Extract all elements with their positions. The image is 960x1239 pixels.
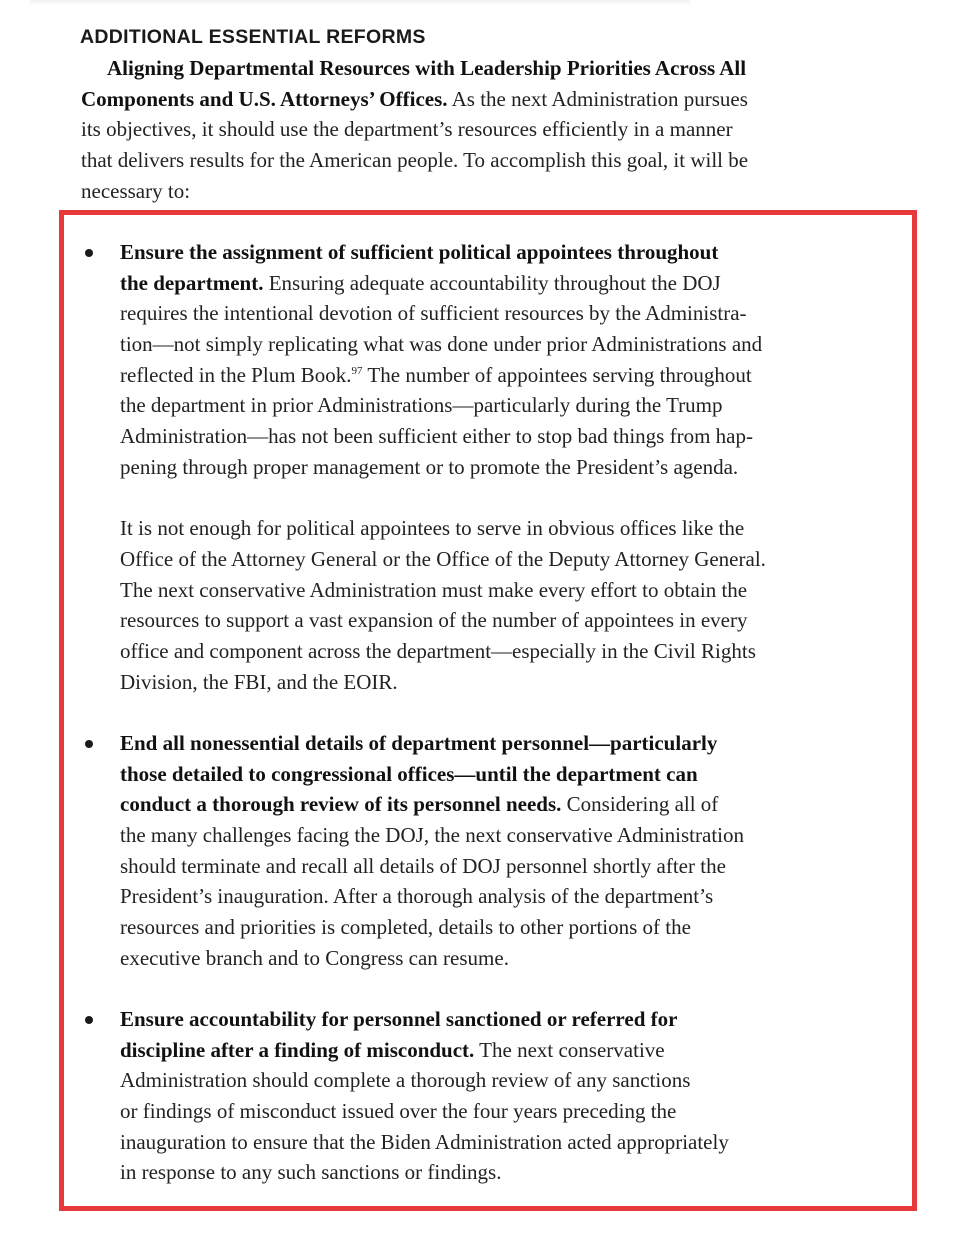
text-line — [120, 1035, 729, 1066]
body-text: Ensuring adequate accountability throughout the DOJ — [263, 270, 721, 295]
body-text: Administration—has not been sufficient either to stop bad things from hap- — [120, 424, 753, 449]
body-text: Office of the Attorney General or the Office of the Deputy Attorney General. — [120, 546, 766, 571]
text-line — [120, 1004, 729, 1035]
body-text: The next conservative — [474, 1037, 665, 1062]
bullet-paragraph — [120, 728, 744, 974]
bold-lead-text: those detailed to congressional offices—until the department can — [120, 761, 698, 786]
body-text: Considering all of — [561, 792, 719, 817]
text-line — [120, 1127, 729, 1158]
bullet-paragraph — [120, 513, 766, 697]
text-line — [120, 1096, 729, 1127]
bold-lead-text: Ensure accountability for personnel sanctioned or referred for — [120, 1007, 678, 1031]
text-line — [120, 237, 766, 268]
body-text: President’s inauguration. After a thorough analysis of the department’s — [120, 884, 714, 909]
text-line — [120, 728, 744, 759]
text-line — [81, 53, 748, 84]
body-text: Administration should complete a thorough review of any sanctions — [120, 1068, 691, 1093]
bullet-dot-icon — [85, 1016, 93, 1024]
highlight-box — [59, 210, 917, 1211]
text-line — [120, 912, 744, 943]
text-line — [120, 513, 766, 544]
bullet-dot-icon — [85, 249, 93, 257]
text-line — [120, 636, 766, 667]
body-text: The next conservative Administration must make every effort to obtain the — [120, 577, 748, 602]
text-line — [120, 329, 766, 360]
text-line — [120, 298, 766, 329]
bullet-text — [120, 237, 766, 697]
text-line — [120, 1065, 729, 1096]
bold-lead-text: the department. — [120, 270, 264, 295]
text-line — [120, 421, 766, 452]
body-text: requires the intentional devotion of sufficient resources by the Administra- — [120, 301, 747, 326]
body-text: As the next Administration pursues — [447, 86, 748, 111]
bold-lead-text: conduct a thorough review of its personnel needs. — [120, 792, 562, 817]
bold-lead-text: Aligning Departmental Resources with Leadership Priorities Across All — [107, 56, 747, 80]
body-text: or findings of misconduct issued over the four years preceding the — [120, 1099, 677, 1124]
bold-lead-text: Ensure the assignment of sufficient political appointees throughout — [120, 240, 719, 264]
body-text: inauguration to ensure that the Biden Administration acted appropriately — [120, 1129, 729, 1154]
bullet-paragraph — [120, 237, 766, 483]
body-text: It is not enough for political appointees to serve in obvious offices like the — [120, 516, 745, 541]
text-line — [120, 452, 766, 483]
bold-lead-text: discipline after a finding of misconduct. — [120, 1037, 475, 1062]
body-text: necessary to: — [81, 178, 191, 203]
body-text: executive branch and to Congress can resume. — [120, 945, 509, 970]
body-text: The number of appointees serving throughout — [362, 362, 752, 387]
body-text: office and component across the department—especially in the Civil Rights — [120, 638, 756, 663]
body-text: in response to any such sanctions or findings. — [120, 1160, 502, 1185]
top-edge-shadow — [30, 0, 690, 5]
bullet-text — [120, 728, 744, 974]
body-text: that delivers results for the American people. To accomplish this goal, it will be — [81, 148, 749, 173]
text-line — [120, 820, 744, 851]
bullet-dot-icon — [85, 740, 93, 748]
section-heading: ADDITIONAL ESSENTIAL REFORMS — [80, 26, 426, 48]
body-text: pening through proper management or to promote the President’s agenda. — [120, 454, 739, 479]
bold-lead-text: End all nonessential details of department personnel—particularly — [120, 731, 718, 755]
body-text: resources and priorities is completed, details to other portions of the — [120, 915, 691, 940]
text-line — [120, 390, 766, 421]
text-line — [120, 268, 766, 299]
text-line — [81, 176, 748, 207]
text-line — [120, 605, 766, 636]
body-text: the department in prior Administrations—particularly during the Trump — [120, 393, 723, 418]
text-line — [120, 759, 744, 790]
text-line — [120, 943, 744, 974]
text-line — [120, 851, 744, 882]
body-text: the many challenges facing the DOJ, the next conservative Administration — [120, 823, 744, 848]
text-line — [120, 360, 766, 391]
paragraph-gap — [120, 483, 766, 514]
body-text: reflected in the Plum Book. — [120, 362, 352, 387]
body-text: Division, the FBI, and the EOIR. — [120, 669, 398, 694]
text-line — [120, 789, 744, 820]
text-line — [81, 84, 748, 115]
text-line — [120, 544, 766, 575]
footnote-ref[interactable]: 97 — [351, 364, 363, 377]
text-line — [120, 1157, 729, 1188]
body-text: its objectives, it should use the department’s resources efficiently in a manner — [81, 117, 733, 142]
text-line — [120, 667, 766, 698]
body-text: should terminate and recall all details of DOJ personnel shortly after the — [120, 853, 726, 878]
text-line — [120, 575, 766, 606]
body-text: tion—not simply replicating what was done under prior Administrations and — [120, 332, 763, 357]
intro-paragraph — [81, 53, 748, 206]
text-line — [120, 881, 744, 912]
bullet-text — [120, 1004, 729, 1188]
text-line — [81, 145, 748, 176]
bold-lead-text: Components and U.S. Attorneys’ Offices. — [81, 86, 448, 111]
text-line — [81, 114, 748, 145]
bullet-paragraph — [120, 1004, 729, 1188]
body-text: resources to support a vast expansion of the number of appointees in every — [120, 608, 748, 633]
